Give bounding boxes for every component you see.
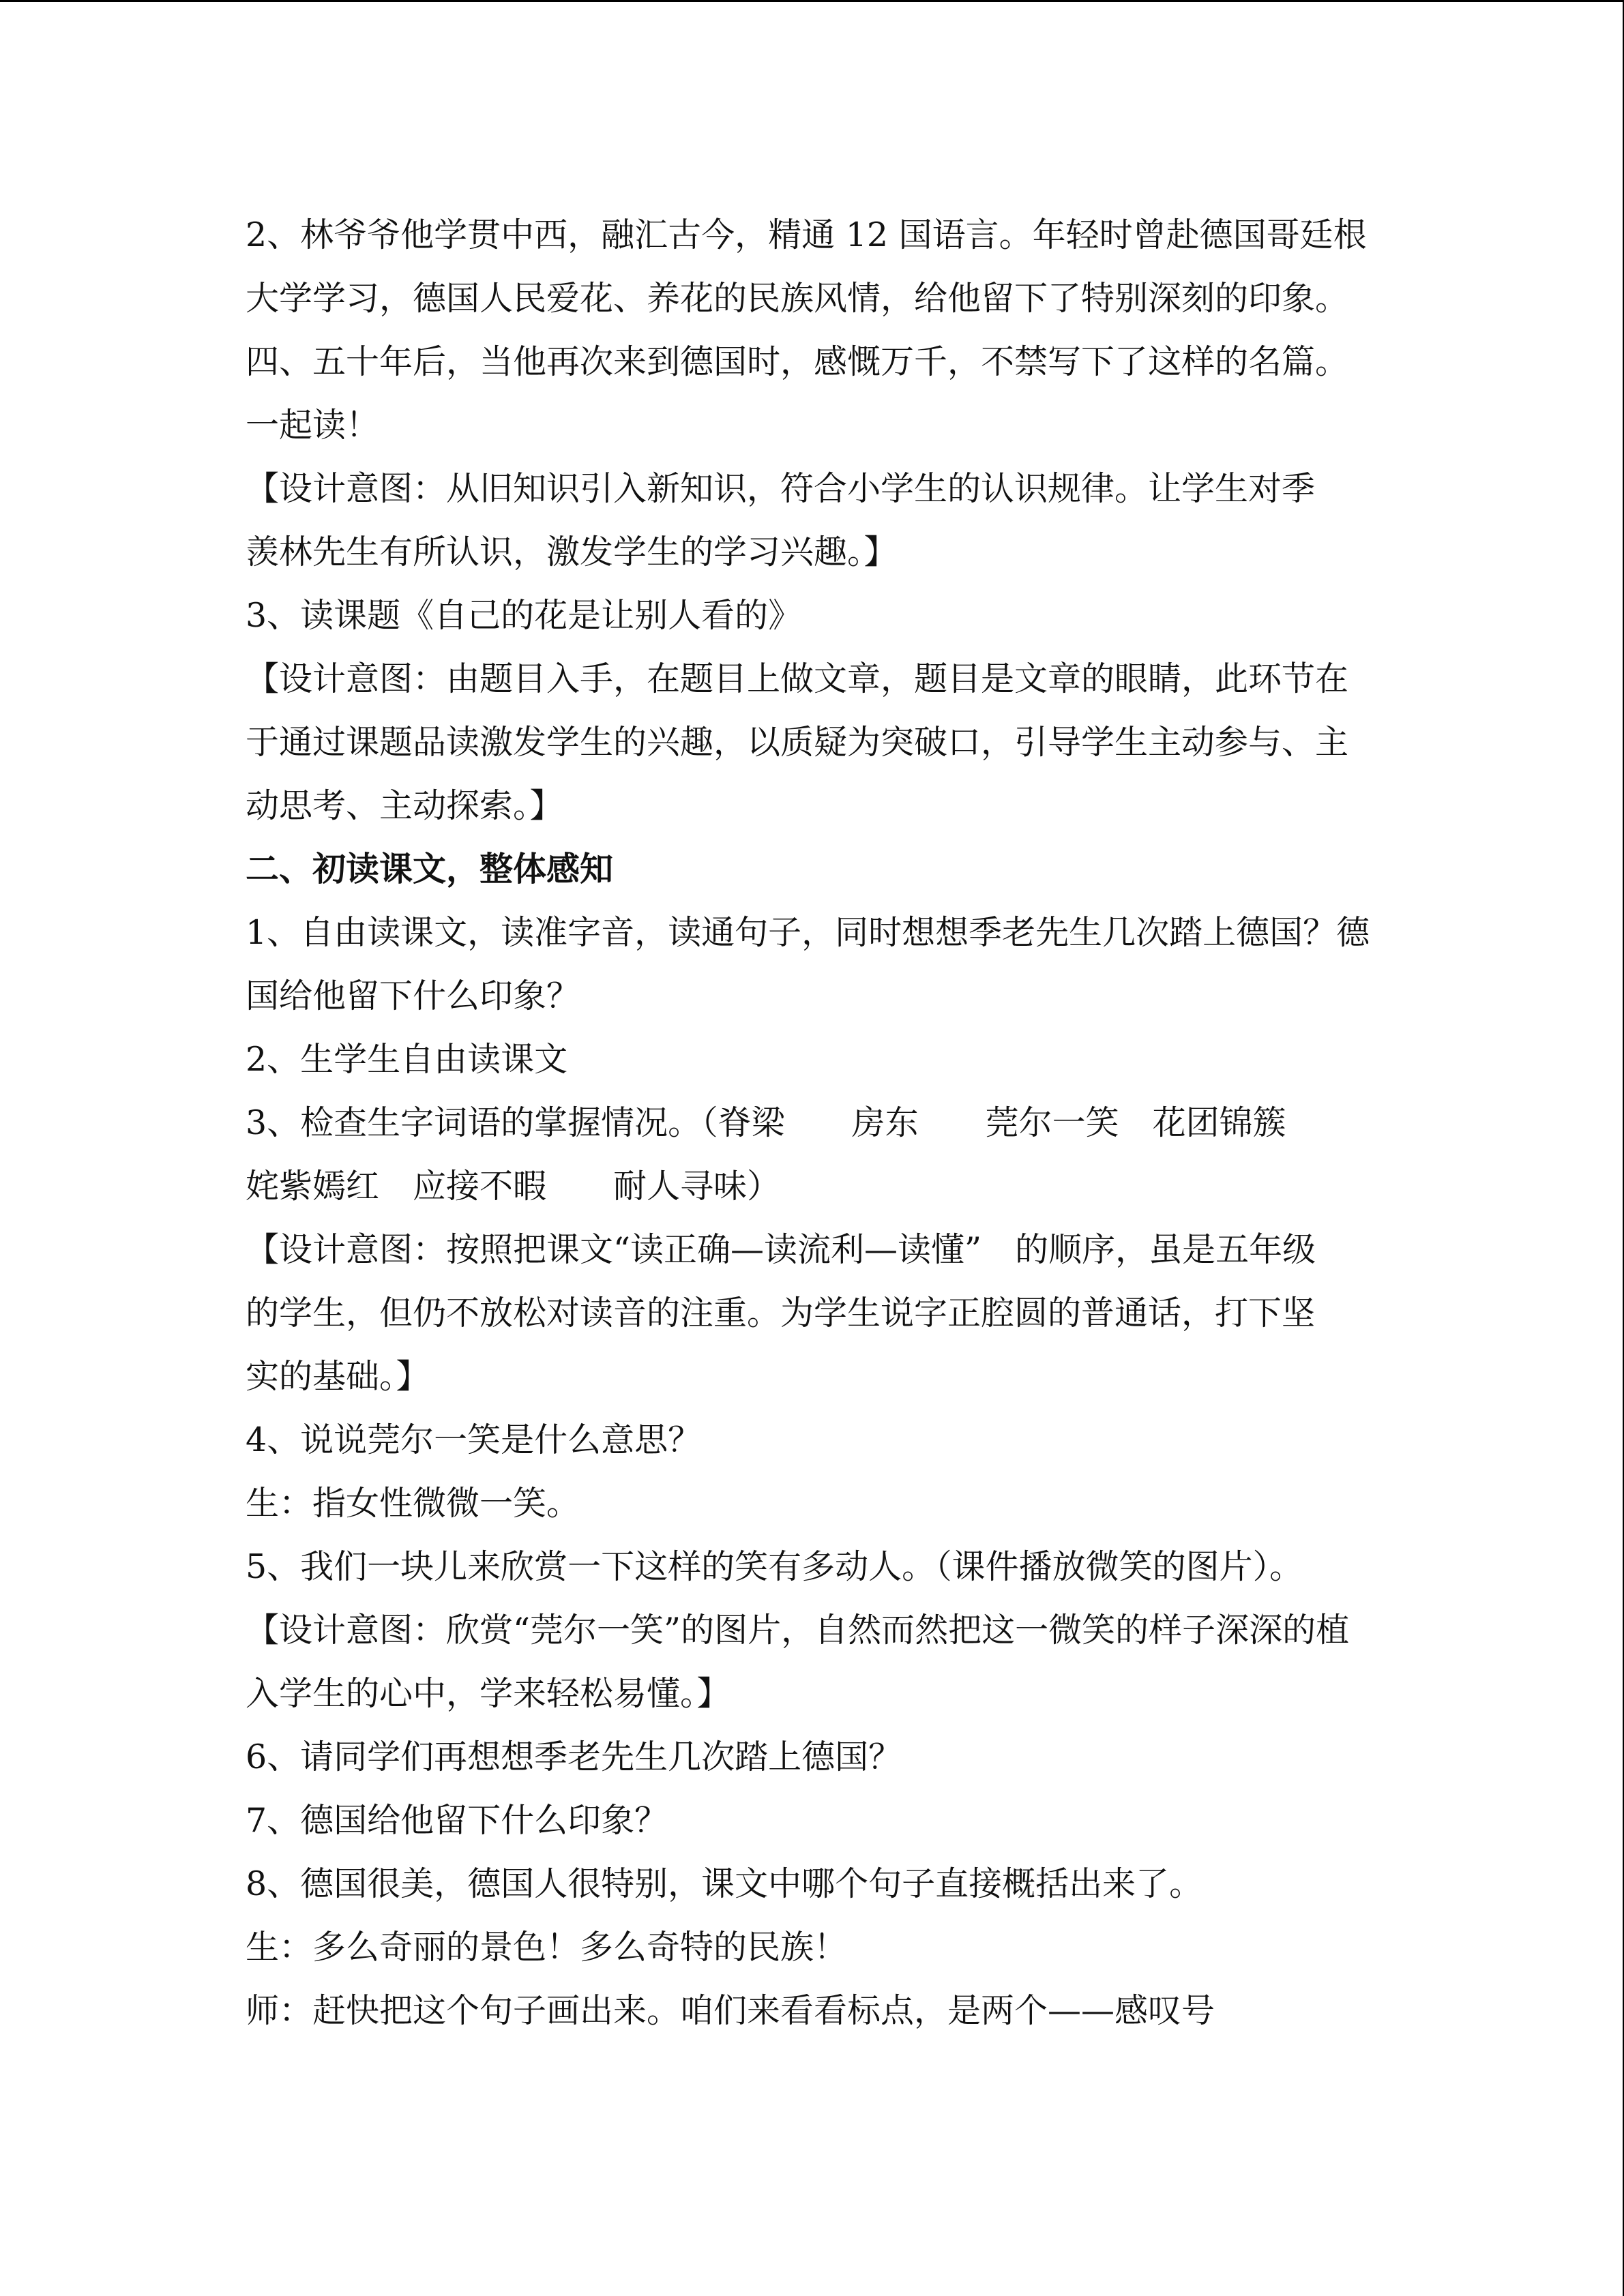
paragraph-7: 3、检查生字词语的掌握情况。（脊梁 房东 莞尔一笑 花团锦簇 姹紫嫣红 应接不暇 耐人寻味） — [246, 1103, 1353, 1206]
paragraph-5: 1、自由读课文，读准字音，读通句子，同时想想季老先生几次踏上德国？德国给他留下什么印象？ — [246, 913, 1370, 1015]
paragraph-15: 8、德国很美，德国人很特别，课文中哪个句子直接概括出来了。 — [246, 1864, 1203, 1903]
paragraph-16: 生：多么奇丽的景色！多么奇特的民族！ — [246, 1928, 848, 1967]
paragraph-design-intent-4: 【设计意图：欣赏“莞尔一笑”的图片，自然而然把这一微笑的样子深深的植入学生的心中，学来轻松易懂。】 — [246, 1611, 1350, 1713]
paragraph-6: 2、生学生自由读课文 — [246, 1040, 568, 1079]
section-heading: 二、初读课文，整体感知 — [246, 849, 614, 889]
paragraph-11: 5、我们一块儿来欣赏一下这样的笑有多动人。（课件播放微笑的图片）。 — [246, 1547, 1303, 1586]
paragraph-14: 7、德国给他留下什么印象？ — [246, 1801, 668, 1840]
paragraph-9: 4、说说莞尔一笑是什么意思？ — [246, 1420, 702, 1459]
paragraph-design-intent-1: 【设计意图：从旧知识引入新知识，符合小学生的认识规律。让学生对季羡林先生有所认识，激发学生的学习兴趣。】 — [246, 469, 1316, 571]
paragraph-design-intent-3: 【设计意图：按照把课文“读正确—读流利—读懂” 的顺序，虽是五年级的学生，但仍不放松对读音的注重。为学生说字正腔圆的普通话，打下坚实的基础。】 — [246, 1230, 1316, 1396]
paragraph-3: 3、读课题《自己的花是让别人看的》 — [246, 596, 802, 635]
paragraph-1: 2、林爷爷他学贯中西，融汇古今，精通 12 国语言。年轻时曾赴德国哥廷根大学学习，德国人民爱花、养花的民族风情，给他留下了特别深刻的印象。四、五十年后，当他再次来到德国时，感慨万千，不禁写下了这样的名篇。一起读！ — [246, 215, 1367, 445]
document-body — [246, 203, 1378, 2042]
paragraph-10: 生：指女性微微一笑。 — [246, 1484, 580, 1523]
paragraph-17: 师：赶快把这个句子画出来。咱们来看看标点，是两个——感叹号 — [246, 1991, 1215, 2030]
paragraph-13: 6、请同学们再想想季老先生几次踏上德国？ — [246, 1738, 902, 1776]
paragraph-design-intent-2: 【设计意图：由题目入手，在题目上做文章，题目是文章的眼睛，此环节在于通过课题品读激发学生的兴趣，以质疑为突破口，引导学生主动参与、主动思考、主动探索。】 — [246, 659, 1349, 825]
